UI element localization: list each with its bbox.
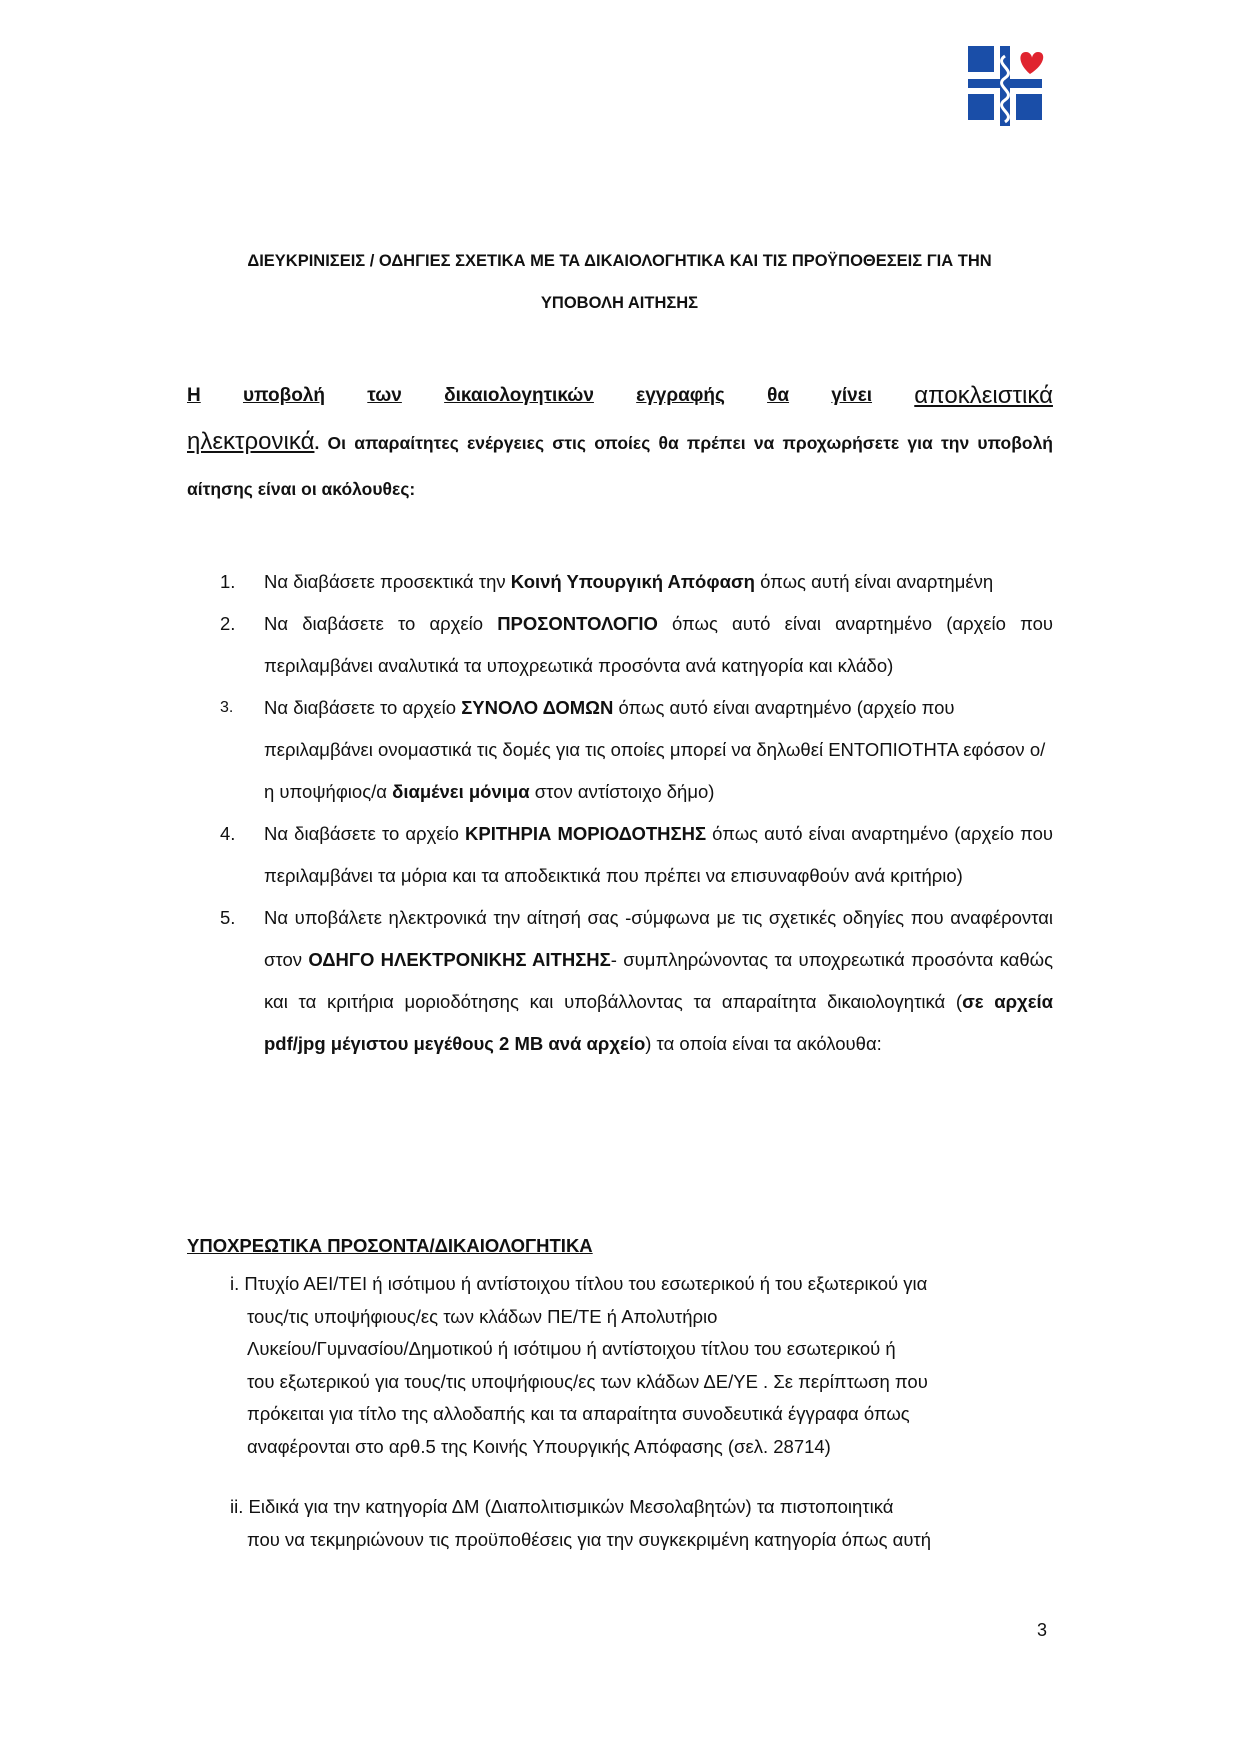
- step-number: 3.: [220, 699, 234, 716]
- requirement-line: του εξωτερικού για τους/τις υποψήφιους/ες των κλάδων ΔΕ/ΥΕ . Σε περίπτωση που: [247, 1370, 928, 1392]
- requirement-line: που να τεκμηριώνουν τις προϋποθέσεις για την συγκεκριμένη κατηγορία όπως αυτή: [247, 1528, 932, 1550]
- list-item: [220, 687, 1053, 813]
- page-number: 3: [1037, 1620, 1048, 1640]
- ministry-logo-icon: [968, 46, 1052, 126]
- step-number: 2.: [220, 613, 236, 634]
- requirement-line: i. Πτυχίο ΑΕΙ/ΤΕΙ ή ισότιμου ή αντίστοιχου τίτλου του εσωτερικού ή του εξωτερικού για: [230, 1273, 928, 1294]
- step-text: Να διαβάσετε προσεκτικά την Κοινή Υπουργική Απόφαση όπως αυτή είναι αναρτημένη: [264, 571, 994, 592]
- requirement-line: τους/τις υποψήφιους/ες των κλάδων ΠΕ/ΤΕ ή Απολυτήριο: [247, 1305, 718, 1327]
- document-title: [150, 240, 1089, 324]
- intro-rest: [187, 419, 1053, 512]
- title-line-1: ΔΙΕΥΚΡΙΝΙΣΕΙΣ / ΟΔΗΓΙΕΣ ΣΧΕΤΙΚΑ ΜΕ ΤΑ ΔΙΚΑΙΟΛΟΓΗΤΙΚΑ ΚΑΙ ΤΙΣ ΠΡΟΫΠΟΘΕΣΕΙΣ ΓΙΑ ΤΗΝ: [247, 252, 992, 270]
- list-item: [220, 897, 1053, 1065]
- intro-line-1: [187, 373, 1053, 419]
- intro-word: γίνει: [831, 385, 873, 406]
- requirement-item-1: [230, 1268, 1060, 1463]
- list-item: [220, 561, 1053, 603]
- step-text: Να υποβάλετε ηλεκτρονικά την αίτησή σας -σύμφωνα με τις σχετικές οδηγίες που αναφέρονται στον ΟΔΗΓΟ ΗΛΕΚΤΡΟΝΙΚΗΣ ΑΙΤΗΣΗΣ- συμπληρώνοντας τα υποχρεωτικά προσόντα καθώς και τα κριτήρια μοριοδότησης και υποβάλλοντας τα απαραίτητα δικαιολογητικά (σε αρχεία pdf/jpg μέγιστου μεγέθους 2 MB ανά αρχείο) τα οποία είναι τα ακόλουθα:: [264, 907, 1053, 1054]
- requirement-item-2: [230, 1491, 1060, 1556]
- requirements-heading: ΥΠΟΧΡΕΩΤΙΚΑ ΠΡΟΣΟΝΤΑ/ΔΙΚΑΙΟΛΟΓΗΤΙΚΑ: [187, 1235, 593, 1256]
- intro-emphasis-2: ηλεκτρονικά: [187, 428, 315, 455]
- step-number: 5.: [220, 907, 236, 928]
- step-text: Να διαβάσετε το αρχείο ΣΥΝΟΛΟ ΔΟΜΩΝ όπως αυτό είναι αναρτημένο (αρχείο που περιλαμβάνει ονομαστικά τις δομές για τις οποίες μπορεί να δηλωθεί ΕΝΤΟΠΙΟΤΗΤΑ εφόσον ο/η υποψήφιος/α διαμένει μόνιμα στον αντίστοιχο δήμο): [264, 697, 1046, 802]
- requirement-line: Λυκείου/Γυμνασίου/Δημοτικού ή ισότιμου ή αντίστοιχου τίτλου του εσωτερικού ή: [247, 1338, 896, 1359]
- intro-word: των: [367, 385, 402, 406]
- intro-rest-text: . Οι απαραίτητες ενέργειες στις οποίες θα πρέπει να προχωρήσετε για την υποβολή αίτησης είναι οι ακόλουθες:: [187, 433, 1053, 499]
- intro-word: θα: [767, 385, 790, 406]
- intro-paragraph: [187, 373, 1053, 512]
- step-number: 1.: [220, 571, 236, 592]
- steps-list: [220, 561, 1053, 1065]
- intro-word: Η: [187, 385, 201, 406]
- step-text: Να διαβάσετε το αρχείο ΚΡΙΤΗΡΙΑ ΜΟΡΙΟΔΟΤΗΣΗΣ όπως αυτό είναι αναρτημένο (αρχείο που περιλαμβάνει τα μόρια και τα αποδεικτικά που πρέπει να επισυναφθούν ανά κριτήριο): [264, 823, 1053, 886]
- intro-word: εγγραφής: [636, 385, 725, 406]
- intro-word: υποβολή: [242, 385, 326, 406]
- step-number: 4.: [220, 823, 236, 844]
- intro-word: δικαιολογητικών: [444, 385, 594, 406]
- requirement-line: αναφέρονται στο αρθ.5 της Κοινής Υπουργικής Απόφασης (σελ. 28714): [247, 1435, 831, 1457]
- step-text: Να διαβάσετε το αρχείο ΠΡΟΣΟΝΤΟΛΟΓΙΟ όπως αυτό είναι αναρτημένο (αρχείο που περιλαμβάνει αναλυτικά τα υποχρεωτικά προσόντα ανά κατηγορία και κλάδο): [264, 613, 1054, 676]
- list-item: [220, 603, 1053, 687]
- list-item: [220, 813, 1053, 897]
- title-line-2: ΥΠΟΒΟΛΗ ΑΙΤΗΣΗΣ: [540, 294, 699, 312]
- requirement-line: ii. Ειδικά για την κατηγορία ΔΜ (Διαπολιτισμικών Μεσολαβητών) τα πιστοποιητικά: [230, 1496, 894, 1517]
- requirement-line: πρόκειται για τίτλο της αλλοδαπής και τα απαραίτητα συνοδευτικά έγγραφα όπως: [247, 1403, 910, 1424]
- intro-emphasis-1: αποκλειστικά: [914, 382, 1053, 409]
